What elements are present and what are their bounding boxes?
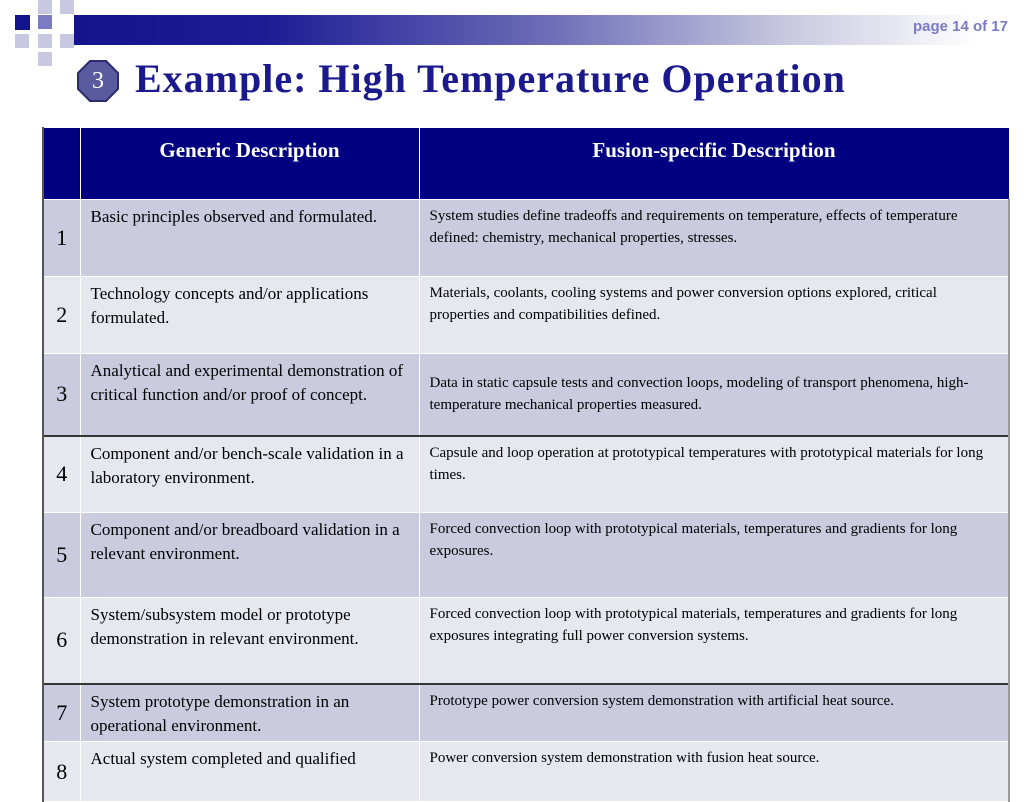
page-indicator: page 14 of 17 [912, 18, 1008, 35]
generic-cell: System/subsystem model or prototype demonstration in relevant environment. [80, 598, 419, 684]
header-gradient-bar [74, 15, 1024, 45]
decor-square-3 [60, 0, 74, 14]
badge-number: 3 [92, 67, 104, 94]
generic-cell: System prototype demonstration in an operational environment. [80, 684, 419, 742]
level-cell: 1 [43, 200, 80, 277]
table-row [43, 436, 1009, 513]
table-row [43, 277, 1009, 354]
decor-square-1 [15, 15, 30, 30]
level-cell: 7 [43, 684, 80, 742]
generic-cell: Technology concepts and/or applications formulated. [80, 277, 419, 354]
table-row [43, 200, 1009, 277]
fusion-cell: Forced convection loop with prototypical materials, temperatures and gradients for long exposures integrating full power conversion systems. [419, 598, 1009, 684]
fusion-cell: Capsule and loop operation at prototypical temperatures with prototypical materials for long times. [419, 436, 1009, 513]
level-cell: 4 [43, 436, 80, 513]
decor-square-8 [38, 52, 52, 66]
level-cell: 3 [43, 354, 80, 436]
header-cell-generic: Generic Description [80, 128, 419, 200]
generic-cell: Component and/or bench-scale validation in a laboratory environment. [80, 436, 419, 513]
page-title: Example: High Temperature Operation [135, 56, 846, 101]
table-row [43, 684, 1009, 742]
fusion-cell: Forced convection loop with prototypical materials, temperatures and gradients for long exposures. [419, 513, 1009, 598]
table-row [43, 598, 1009, 684]
section-badge [77, 60, 119, 102]
fusion-cell: Data in static capsule tests and convection loops, modeling of transport phenomena, high-temperature mechanical properties measured. [419, 354, 1009, 436]
decor-square-2 [38, 0, 52, 14]
table-row [43, 513, 1009, 598]
level-cell: 6 [43, 598, 80, 684]
trl-table [42, 127, 1010, 802]
generic-cell: Basic principles observed and formulated. [80, 200, 419, 277]
generic-cell: Component and/or breadboard validation in a relevant environment. [80, 513, 419, 598]
decor-square-5 [15, 34, 29, 48]
fusion-cell: System studies define tradeoffs and requirements on temperature, effects of temperature defined: chemistry, mechanical properties, stresses. [419, 200, 1009, 277]
level-cell: 2 [43, 277, 80, 354]
generic-cell: Analytical and experimental demonstration of critical function and/or proof of concept. [80, 354, 419, 436]
generic-cell: Actual system completed and qualified [80, 742, 419, 802]
level-cell: 5 [43, 513, 80, 598]
decor-square-6 [38, 34, 52, 48]
fusion-cell: Prototype power conversion system demonstration with artificial heat source. [419, 684, 1009, 742]
table-row [43, 742, 1009, 802]
decor-square-4 [38, 15, 52, 29]
header-cell-level [43, 128, 80, 200]
table-row [43, 354, 1009, 436]
fusion-cell: Materials, coolants, cooling systems and power conversion options explored, critical properties and compatibilities defined. [419, 277, 1009, 354]
decor-square-7 [60, 34, 74, 48]
fusion-cell: Power conversion system demonstration with fusion heat source. [419, 742, 1009, 802]
header-cell-fusion: Fusion-specific Description [419, 128, 1009, 200]
table-header-row [43, 128, 1009, 200]
level-cell: 8 [43, 742, 80, 802]
